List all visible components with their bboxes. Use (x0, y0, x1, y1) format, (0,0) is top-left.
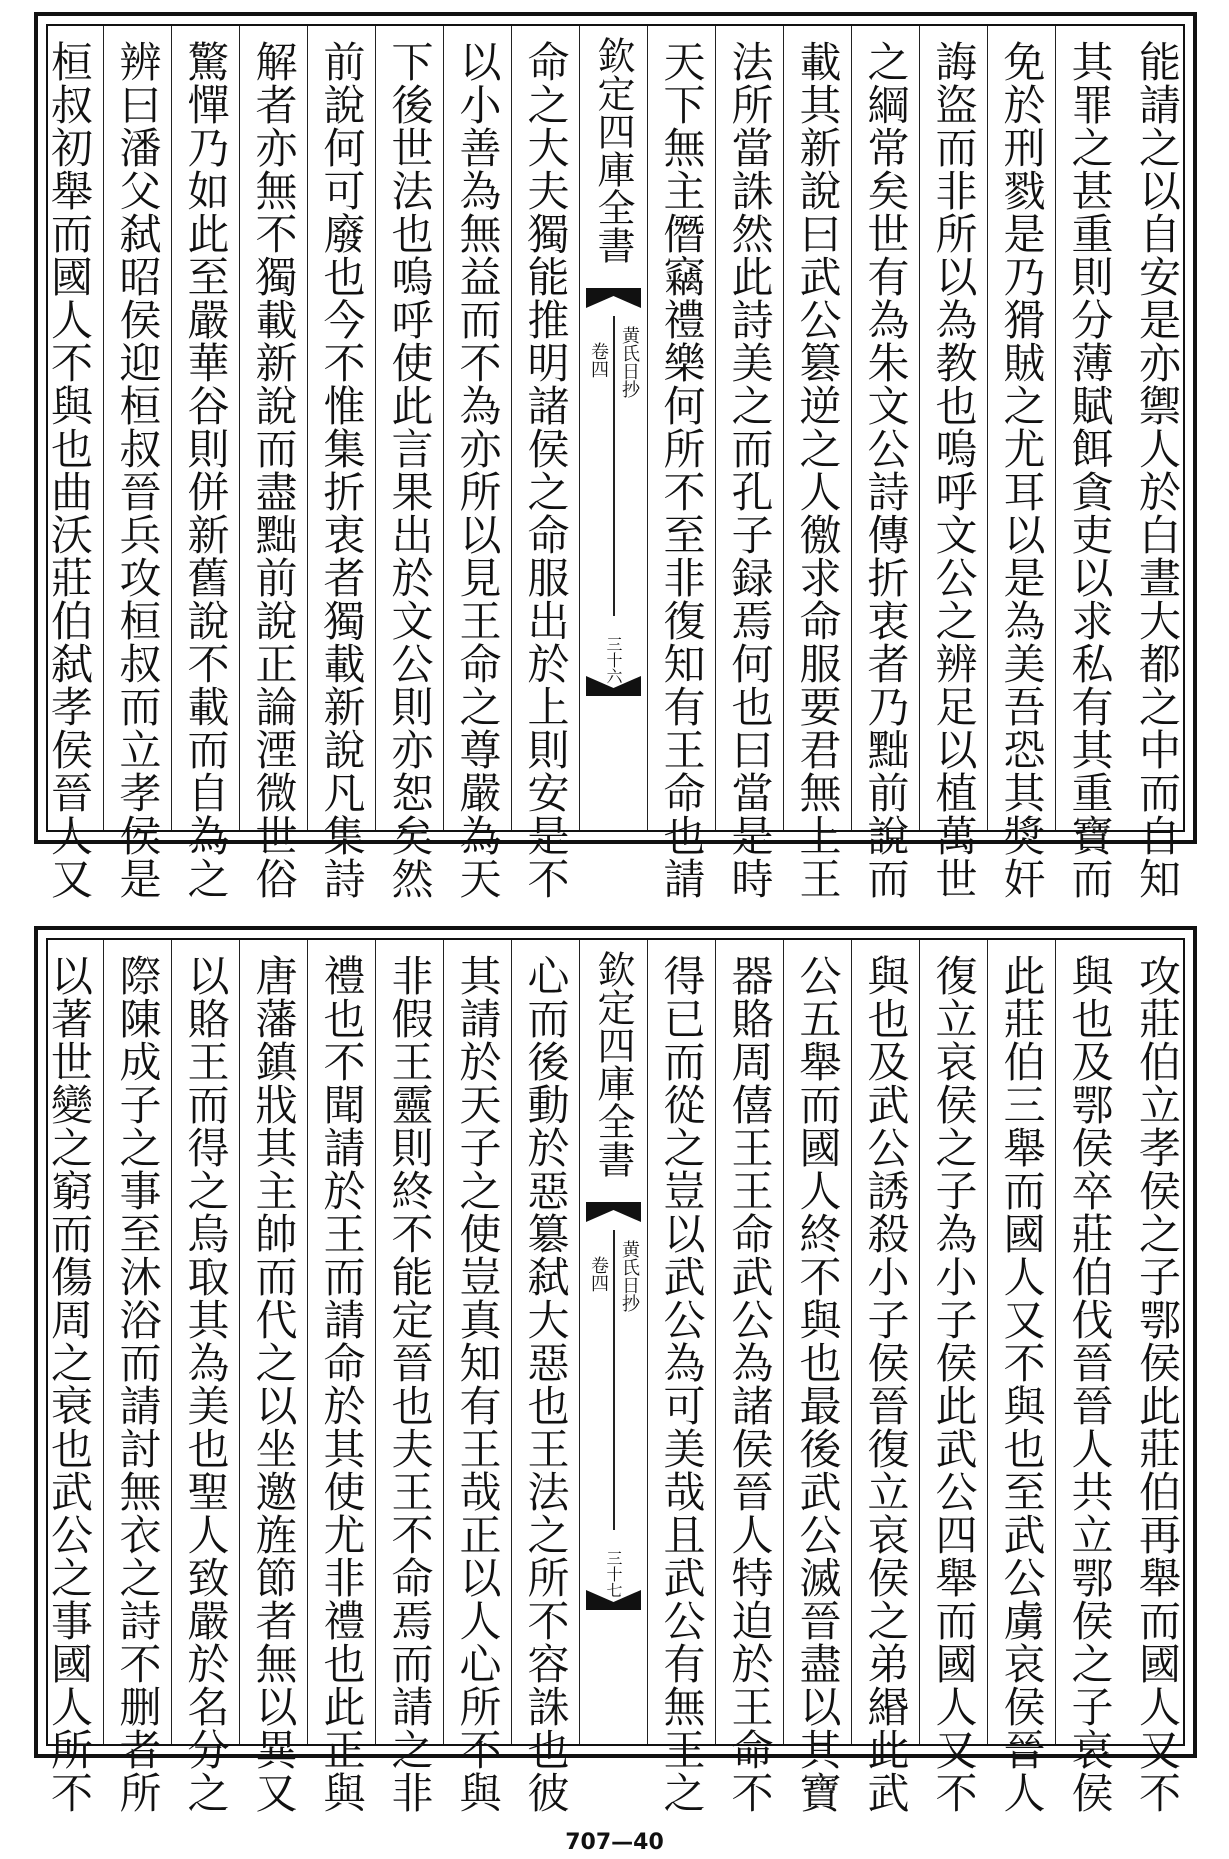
column-text: 與也及鄂侯卒莊伯伐晉晉人共立鄂侯之子哀侯 (1065, 954, 1115, 1814)
column-text: 能請之以自安是亦禦人於白晝大都之中而自知 (1133, 40, 1182, 900)
text-column (715, 26, 783, 900)
text-column (647, 940, 715, 1814)
collection-title: 欽定四庫全書 (591, 950, 635, 1178)
text-column (443, 26, 511, 900)
column-text: 載其新說曰武公篡逆之人徼求命服要君無上王 (793, 40, 843, 900)
column-text: 前說何可廢也今不惟集折衷者獨載新說凡集詩 (317, 40, 367, 900)
text-column (987, 26, 1055, 900)
text-column (783, 940, 851, 1814)
column-text: 與也及武公誘殺小子侯晉復立哀侯之弟緡此武 (861, 954, 911, 1814)
text-column (171, 940, 239, 1814)
center-fold-column (579, 940, 647, 1744)
column-text: 之綱常矣世有為朱文公詩傳折衷者乃黜前說而 (861, 40, 911, 900)
column-text: 下後世法也嗚呼使此言果出於文公則亦恕矣然 (385, 40, 435, 900)
column-text: 其請於天子之使豈真知有王哉正以人心所不與 (453, 954, 503, 1814)
text-column (1055, 26, 1123, 900)
text-column (307, 26, 375, 900)
text-column (987, 940, 1055, 1814)
column-text: 誨盜而非所以為教也嗚呼文公之辨足以植萬世 (929, 40, 979, 900)
center-fold-column (579, 26, 647, 830)
text-column (35, 26, 103, 900)
column-text: 法所當誅然此詩美之而孔子録焉何也曰當是時 (725, 40, 775, 900)
text-column (851, 940, 919, 1814)
column-text: 驚憚乃如此至嚴華谷則併新舊說不載而自為之 (181, 40, 231, 900)
text-column (647, 26, 715, 900)
column-text: 以賂王而得之烏取其為美也聖人致嚴於名分之 (181, 954, 231, 1814)
text-column (103, 26, 171, 900)
column-text: 解者亦無不獨載新說而盡黜前說正論湮微世俗 (249, 40, 299, 900)
column-text: 器賂周僖王王命武公為諸侯晉人特迫於王命不 (725, 954, 775, 1814)
text-column (103, 940, 171, 1814)
column-text: 此莊伯三舉而國人又不與也至武公虜哀侯晉人 (997, 954, 1047, 1814)
text-column (851, 26, 919, 900)
column-text: 禮也不聞請於王而請命於其使尤非禮也此正與 (317, 954, 367, 1814)
text-column (307, 940, 375, 1814)
column-text: 得已而從之豈以武公為可美哉且武公有無王之 (657, 954, 707, 1814)
column-text: 心而後動於惡簒弑大惡也王法之所不容誅也彼 (521, 954, 571, 1814)
text-column (715, 940, 783, 1814)
column-text: 命之大夫獨能推明諸侯之命服出於上則安是不 (521, 40, 571, 900)
text-column (919, 940, 987, 1814)
column-text: 唐藩鎮戕其主帥而代之以坐邀旌節者無以異又 (249, 954, 299, 1814)
text-column (511, 26, 579, 900)
folio-number: 三十六 (604, 636, 623, 684)
center-divider (613, 316, 615, 616)
folio-number: 三十七 (604, 1550, 623, 1598)
bottom-page-frame (34, 926, 1197, 1814)
fishtail-mark (586, 1202, 641, 1222)
volume-label: 卷四 (588, 1256, 609, 1292)
book-title: 黄氏日抄 (619, 1240, 640, 1312)
text-column (919, 26, 987, 900)
column-text: 公五舉而國人終不與也最後武公滅晉盡以其寶 (793, 954, 843, 1814)
column-text: 免於刑戮是乃猾賊之尤耳以是為美吾恐其獎奸 (997, 40, 1047, 900)
column-text: 桓叔初舉而國人不與也曲沃莊伯弑孝侯晉人又 (45, 40, 94, 900)
top-page-frame (34, 12, 1197, 900)
column-text: 其罪之甚重則分薄賦餌貪吏以求私有其重寶而 (1065, 40, 1115, 900)
text-column (511, 940, 579, 1814)
text-column (1055, 940, 1123, 1814)
text-column (1123, 26, 1191, 900)
column-text: 以小善為無益而不為亦所以見王命之尊嚴為天 (453, 40, 503, 900)
column-text: 以著世變之窮而傷周之衰也武公之事國人所不 (45, 954, 94, 1814)
column-text: 天下無主僭竊禮樂何所不至非復知有王命也請 (657, 40, 707, 900)
text-column (239, 26, 307, 900)
text-column (1123, 940, 1191, 1814)
column-text: 復立哀侯之子為小子侯此武公四舉而國人又不 (929, 954, 979, 1814)
text-column (171, 26, 239, 900)
text-column (375, 26, 443, 900)
collection-title: 欽定四庫全書 (591, 36, 635, 264)
column-text: 辨曰潘父弑昭侯迎桓叔晉兵攻桓叔而立孝侯是 (113, 40, 163, 900)
top-page-text-area (45, 24, 1185, 900)
text-column (239, 940, 307, 1814)
book-title: 黄氏日抄 (619, 326, 640, 398)
bottom-page-text-area (45, 938, 1185, 1814)
fishtail-mark (586, 288, 641, 308)
text-column (375, 940, 443, 1814)
column-text: 際陳成子之事至沐浴而請討無衣之詩不删者所 (113, 954, 163, 1814)
center-divider (613, 1230, 615, 1530)
column-text: 攻莊伯立孝侯之子鄂侯此莊伯再舉而國人又不 (1133, 954, 1182, 1814)
column-text: 非假王靈則終不能定晉也夫王不命焉而請之非 (385, 954, 435, 1814)
text-column (35, 940, 103, 1814)
page-number: 707—40 (565, 1830, 664, 1855)
volume-label: 卷四 (588, 342, 609, 378)
text-column (783, 26, 851, 900)
text-column (443, 940, 511, 1814)
